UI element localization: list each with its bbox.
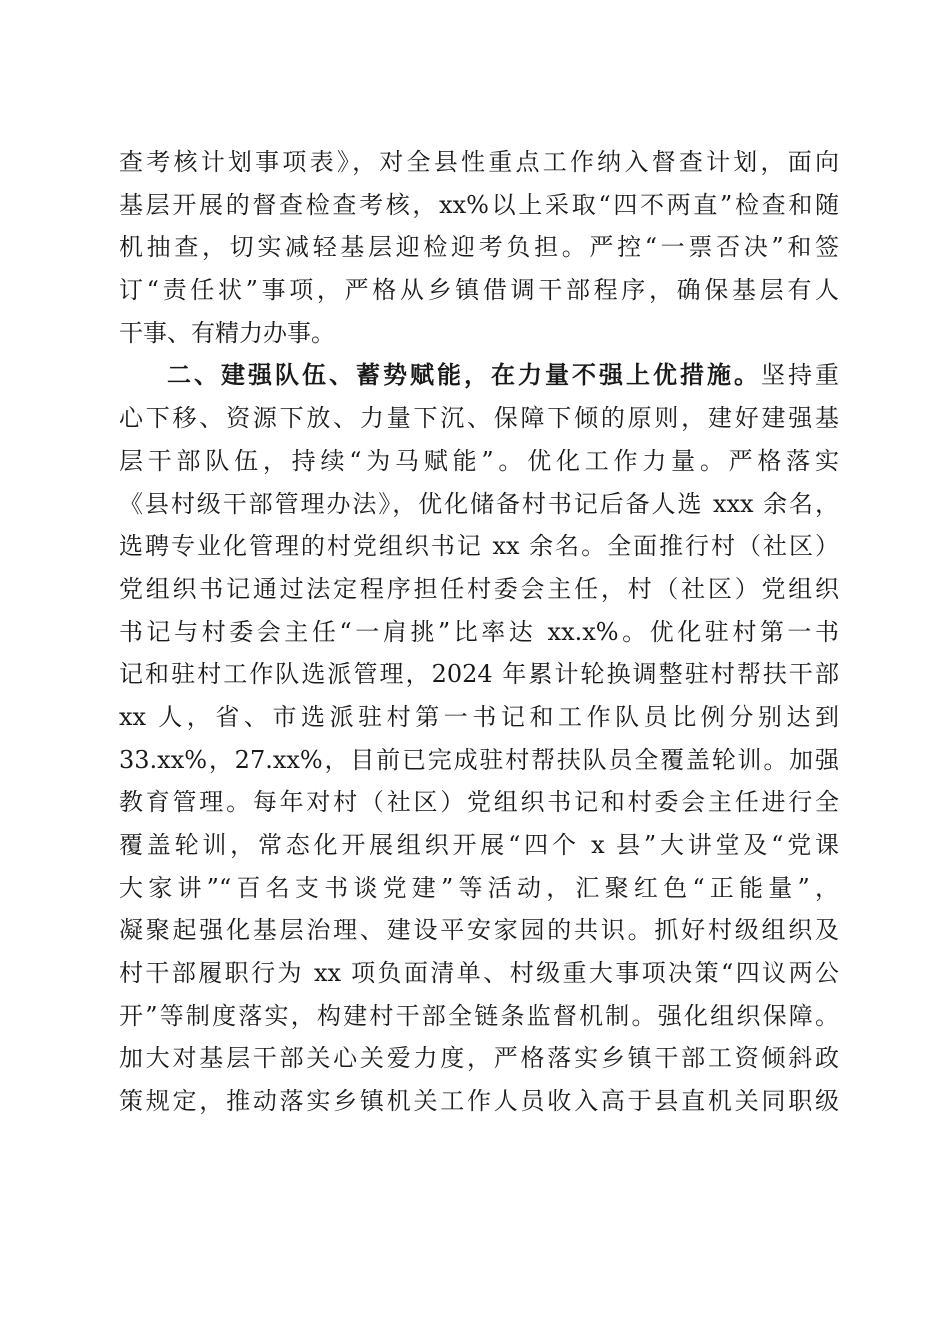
section-heading-line xyxy=(119,354,839,397)
body-line: 33.xx%，27.xx%，目前已完成驻村帮扶队员全覆盖轮训。加强 xyxy=(119,745,839,774)
body-line: 覆盖轮训，常态化开展组织开展“四个 x 县”大讲堂及“党课 xyxy=(119,831,839,859)
body-line: 加大对基层干部关心关爱力度，严格落实乡镇干部工资倾斜政 xyxy=(119,1044,839,1073)
body-line: 层干部队伍，持续“为马赋能”。优化工作力量。严格落实 xyxy=(119,446,839,475)
body-line: 教育管理。每年对村（社区）党组织书记和村委会主任进行全 xyxy=(119,788,839,817)
body-line: 凝聚起强化基层治理、建设平安家园的共识。抓好村级组织及 xyxy=(119,916,839,945)
body-line: 选聘专业化管理的村党组织书记 xx 余名。全面推行村（社区） xyxy=(119,532,839,561)
body-line: 查考核计划事项表》，对全县性重点工作纳入督查计划，面向 xyxy=(119,148,839,176)
body-line: 村干部履职行为 xx 项负面清单、村级重大事项决策“四议两公 xyxy=(119,959,839,988)
section-heading: 二、建强队伍、蓄势赋能，在力量不强上优措施。 xyxy=(167,360,761,390)
body-line: xx 人，省、市选派驻村第一书记和工作队员比例分别达到 xyxy=(119,702,839,731)
body-line: 《县村级干部管理办法》，优化储备村书记后备人选 xxx 余名， xyxy=(119,489,839,518)
body-line: 机抽查，切实减轻基层迎检迎考负担。严控“一票否决”和签 xyxy=(119,233,839,262)
body-line: 开”等制度落实，构建村干部全链条监督机制。强化组织保障。 xyxy=(119,1001,839,1030)
body-line: 记和驻村工作队选派管理，2024 年累计轮换调整驻村帮扶干部 xyxy=(119,660,839,689)
body-text: 坚持重 xyxy=(761,361,839,390)
body-line: 大家讲”“百名支书谈党建”等活动，汇聚红色“正能量”， xyxy=(119,873,839,902)
document-body xyxy=(119,141,839,1123)
body-line: 书记与村委会主任“一肩挑”比率达 xx.x%。优化驻村第一书 xyxy=(119,617,839,646)
body-line: 干事、有精力办事。 xyxy=(119,318,335,347)
body-line: 订“责任状”事项，严格从乡镇借调干部程序，确保基层有人 xyxy=(119,276,839,305)
body-line: 党组织书记通过法定程序担任村委会主任，村（社区）党组织 xyxy=(119,574,839,603)
body-line: 策规定，推动落实乡镇机关工作人员收入高于县直机关同职级 xyxy=(119,1087,839,1116)
body-line: 心下移、资源下放、力量下沉、保障下倾的原则，建好建强基 xyxy=(119,404,839,433)
body-line: 基层开展的督查检查考核，xx%以上采取“四不两直”检查和随 xyxy=(119,190,839,219)
